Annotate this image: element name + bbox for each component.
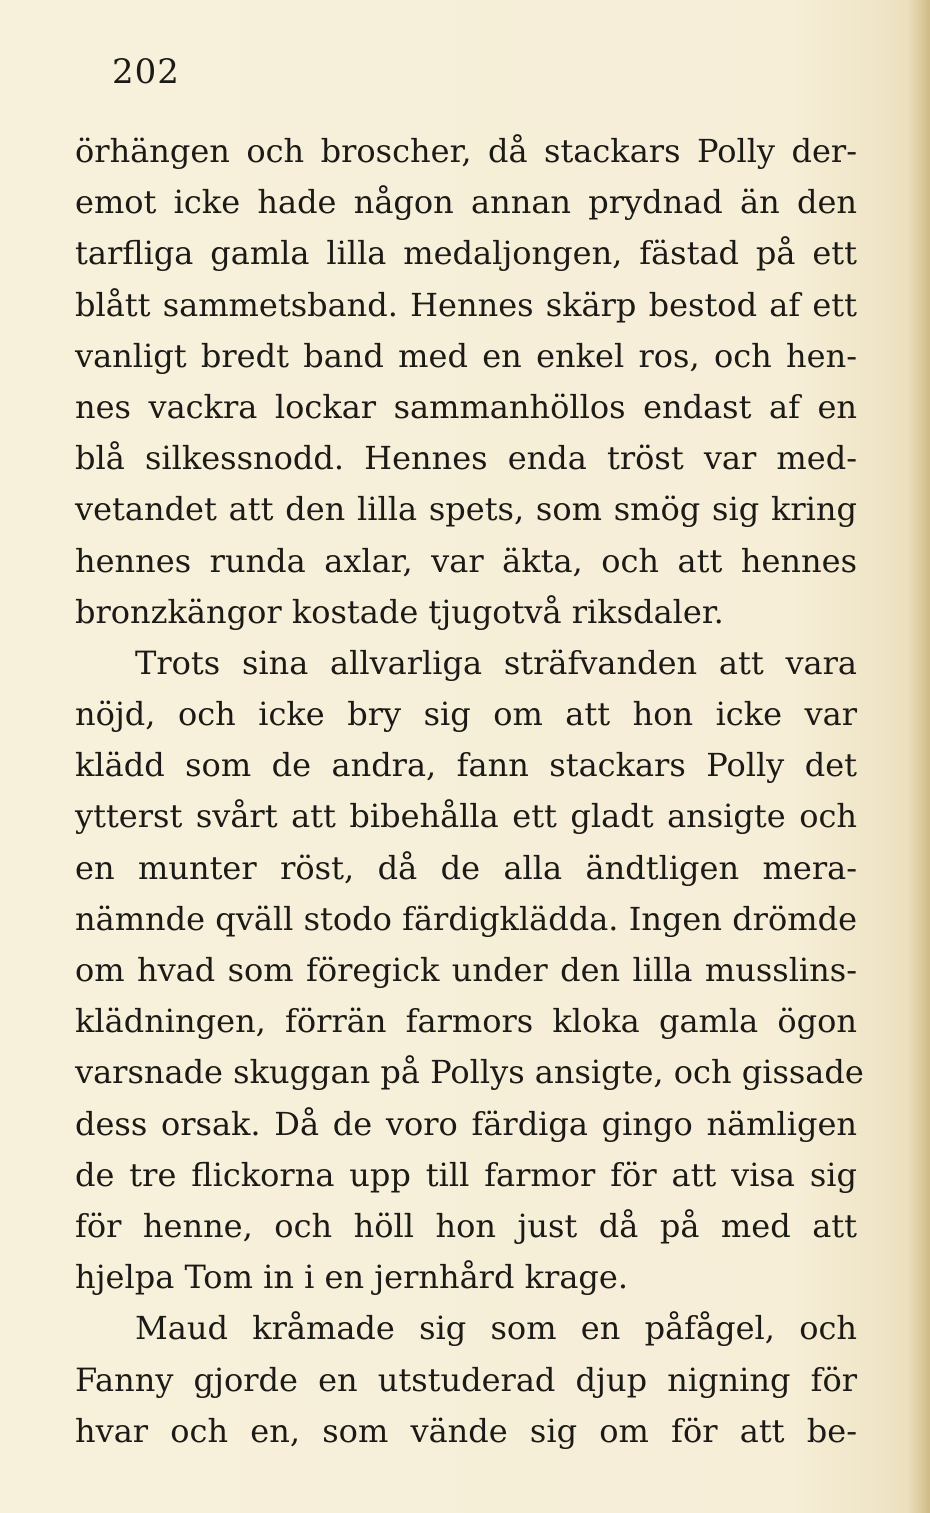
text-line: blått sammetsband. Hennes skärp bestod af ett	[75, 285, 857, 324]
text-line: nämnde qväll stodo färdigklädda. Ingen drömde	[75, 899, 857, 938]
text-line: ytterst svårt att bibehålla ett gladt ansigte och	[75, 797, 857, 836]
text-line: för henne, och höll hon just då på med att	[75, 1206, 857, 1245]
page-edge-shadow	[908, 0, 930, 1513]
text-line: örhängen och broscher, då stackars Polly der-	[75, 132, 857, 170]
text-line: vanligt bredt band med en enkel ros, och hen-	[75, 336, 857, 375]
text-line: bronzkängor kostade tjugotvå riksdaler.	[75, 592, 724, 631]
text-line: varsnade skuggan på Pollys ansigte, och gissade	[75, 1053, 864, 1092]
text-line: vetandet att den lilla spets, som smög sig kring	[75, 490, 857, 529]
text-line: Fanny gjorde en utstuderad djup nigning för	[75, 1360, 857, 1399]
page-number: 202	[112, 52, 180, 92]
text-line: nes vackra lockar sammanhöllos endast af en	[75, 387, 857, 426]
text-line: om hvad som föregick under den lilla musslins-	[75, 951, 857, 989]
text-line: en munter röst, då de alla ändtligen mera-	[75, 848, 857, 887]
text-line: Maud kråmade sig som en påfågel, och	[135, 1309, 857, 1348]
text-line: blå silkessnodd. Hennes enda tröst var med-	[75, 439, 857, 478]
text-line: nöjd, och icke bry sig om att hon icke var	[75, 695, 857, 734]
text-line: hjelpa Tom in i en jernhård krage.	[75, 1258, 628, 1297]
body-text	[75, 126, 864, 1457]
text-line: emot icke hade någon annan prydnad än den	[75, 183, 857, 222]
text-line: tarfliga gamla lilla medaljongen, fästad på ett	[75, 234, 857, 273]
text-line: de tre flickorna upp till farmor för att visa sig	[75, 1155, 857, 1194]
text-line: hennes runda axlar, var äkta, och att hennes	[75, 541, 857, 580]
text-line: klädd som de andra, fann stackars Polly det	[75, 746, 857, 785]
text-line: klädningen, förrän farmors kloka gamla ögon	[75, 1002, 857, 1041]
text-line: hvar och en, som vände sig om för att be-	[75, 1411, 857, 1450]
text-line: dess orsak. Då de voro färdiga gingo nämligen	[75, 1104, 857, 1143]
text-line: Trots sina allvarliga sträfvanden att vara	[135, 643, 857, 682]
